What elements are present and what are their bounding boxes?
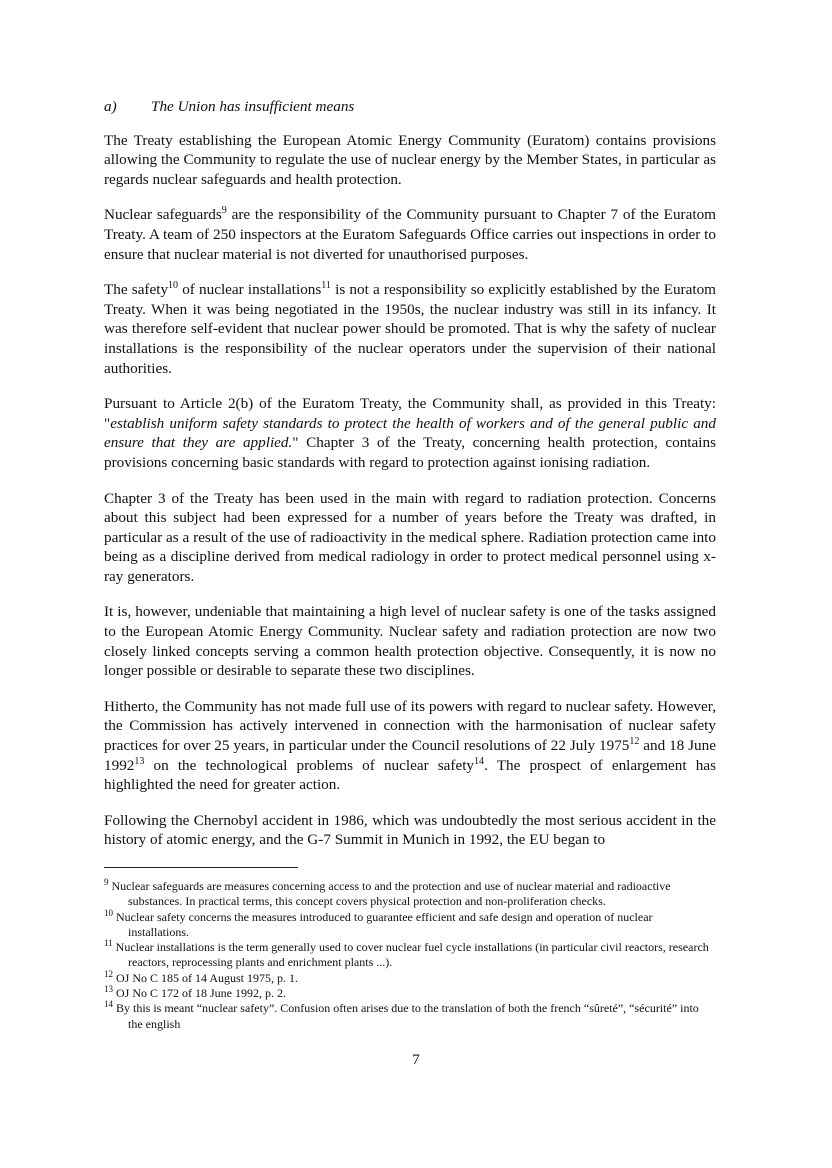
text-run: . The prospect of enlargement has highlighted the need for greater action. [104,756,716,794]
section-title: The Union has insufficient means [151,98,355,115]
footnote-list [104,879,716,1032]
paragraph [104,489,716,587]
footnote-marker: 10 [104,907,113,918]
footnote-marker: 13 [104,984,113,995]
footnote [104,986,716,1001]
text-run: Hitherto, the Community has not made full use of its powers with regard to nuclear safety. However, the Commission has actively intervened in connection with the harmonisation of nuclear safety practices for over 25 years, in particular under the Council resolutions of 22 July 1975 [104,697,716,755]
text-run: " Chapter 3 of the Treaty, concerning health protection, contains provisions concerning basic standards with regard to protection against ionising radiation. [104,434,716,471]
footnote [104,907,716,941]
footnote [104,968,716,986]
body-text [104,97,716,866]
paragraph [104,394,716,472]
paragraph [104,131,716,190]
footnote-reference: 11 [321,280,331,292]
text-run: on the technological problems of nuclear safety [144,756,475,774]
text-run: The safety [104,281,169,299]
footnote-text: By this is meant “nuclear safety”. Confusion often arises due to the translation of both the french “sûreté”, “sécurité” into the english [116,1001,699,1031]
footnote-text: Nuclear safeguards are measures concerning access to and the protection and use of nuclear material and radioactive substances. In practical terms, this concept covers physical protection and non-proliferation checks. [111,879,671,909]
page-number: 7 [412,1052,420,1068]
footnote-reference: 13 [134,755,145,767]
text-run: It is, however, undeniable that maintaining a high level of nuclear safety is one of the tasks assigned to the European Atomic Energy Community. Nuclear safety and radiation protection are now two closely linked concepts serving a common health protection objective. Consequently, it is now no longer possible or desirable to separate these two disciplines. [104,603,716,680]
paragraph [104,697,716,795]
paragraph [104,602,716,680]
italic-quote: establish uniform safety standards to protect the health of workers and of the general public and ensure that they are applied. [104,414,716,452]
section-number: a) [104,98,117,115]
text-run: Chapter 3 of the Treaty has been used in the main with regard to radiation protection. Concerns about this subject had been expressed for a number of years before the Treaty was drafted, in particular as a result of the use of radioactivity in the medical sphere. Radiation protection came into being as a discipline derived from medical radiology in order to protect medical personnel using x-ray generators. [104,489,716,585]
paragraph [104,280,716,378]
footnote-marker: 9 [104,877,109,887]
footnote-reference: 14 [474,755,485,767]
text-run: is not a responsibility so explicitly established by the Euratom Treaty. When it was being negotiated in the 1950s, the nuclear industry was still in its infancy. It was therefore self-evident that nuclear power should be promoted. That is why the safety of nuclear installations is the responsibility of the nuclear operators under the supervision of their national authorities. [104,281,716,377]
text-run: The Treaty establishing the European Atomic Energy Community (Euratom) contains provisions allowing the Community to regulate the use of nuclear energy by the Member States, in particular as regards nuclear safeguards and health protection. [104,131,716,188]
text-run: are the responsibility of the Community pursuant to Chapter 7 of the Euratom Treaty. A team of 250 inspectors at the Euratom Safeguards Office carries out inspections in order to ensure that nuclear material is not diverted for unauthorised purposes. [104,206,716,263]
text-run: Following the Chernobyl accident in 1986, which was undoubtedly the most serious accident in the history of atomic energy, and the G-7 Summit in Munich in 1992, the EU began to [104,811,716,849]
footnote-reference: 12 [629,735,640,747]
text-run: Pursuant to Article 2(b) of the Euratom Treaty, the Community shall, as provided in this Treaty: " [104,395,716,432]
footnote-text: Nuclear installations is the term generally used to cover nuclear fuel cycle installations (in particular civil reactors, research reactors, reprocessing plants and enrichment plants ...). [115,940,709,970]
footnote-text: OJ No C 172 of 18 June 1992, p. 2. [116,986,286,1001]
footnote-reference: 10 [168,280,179,292]
footnote-separator [104,867,298,868]
paragraph [104,811,716,850]
footnote-marker: 11 [104,938,113,949]
footnote-marker: 14 [104,999,113,1010]
footnote-marker: 12 [104,968,113,979]
footnote [104,1001,716,1032]
footnote [104,940,716,971]
footnote-text: OJ No C 185 of 14 August 1975, p. 1. [116,970,299,985]
text-run: and 18 June 1992 [104,737,716,774]
footnote [104,879,716,910]
section-heading [104,97,716,117]
text-run: of nuclear installations [178,281,322,299]
footnote-text: Nuclear safety concerns the measures introduced to guarantee efficient and safe design and operation of nuclear installations. [116,909,653,939]
text-run: Nuclear safeguards [104,206,222,224]
paragraph-list [104,131,716,850]
footnote-reference: 9 [221,205,227,217]
paragraph [104,205,716,264]
